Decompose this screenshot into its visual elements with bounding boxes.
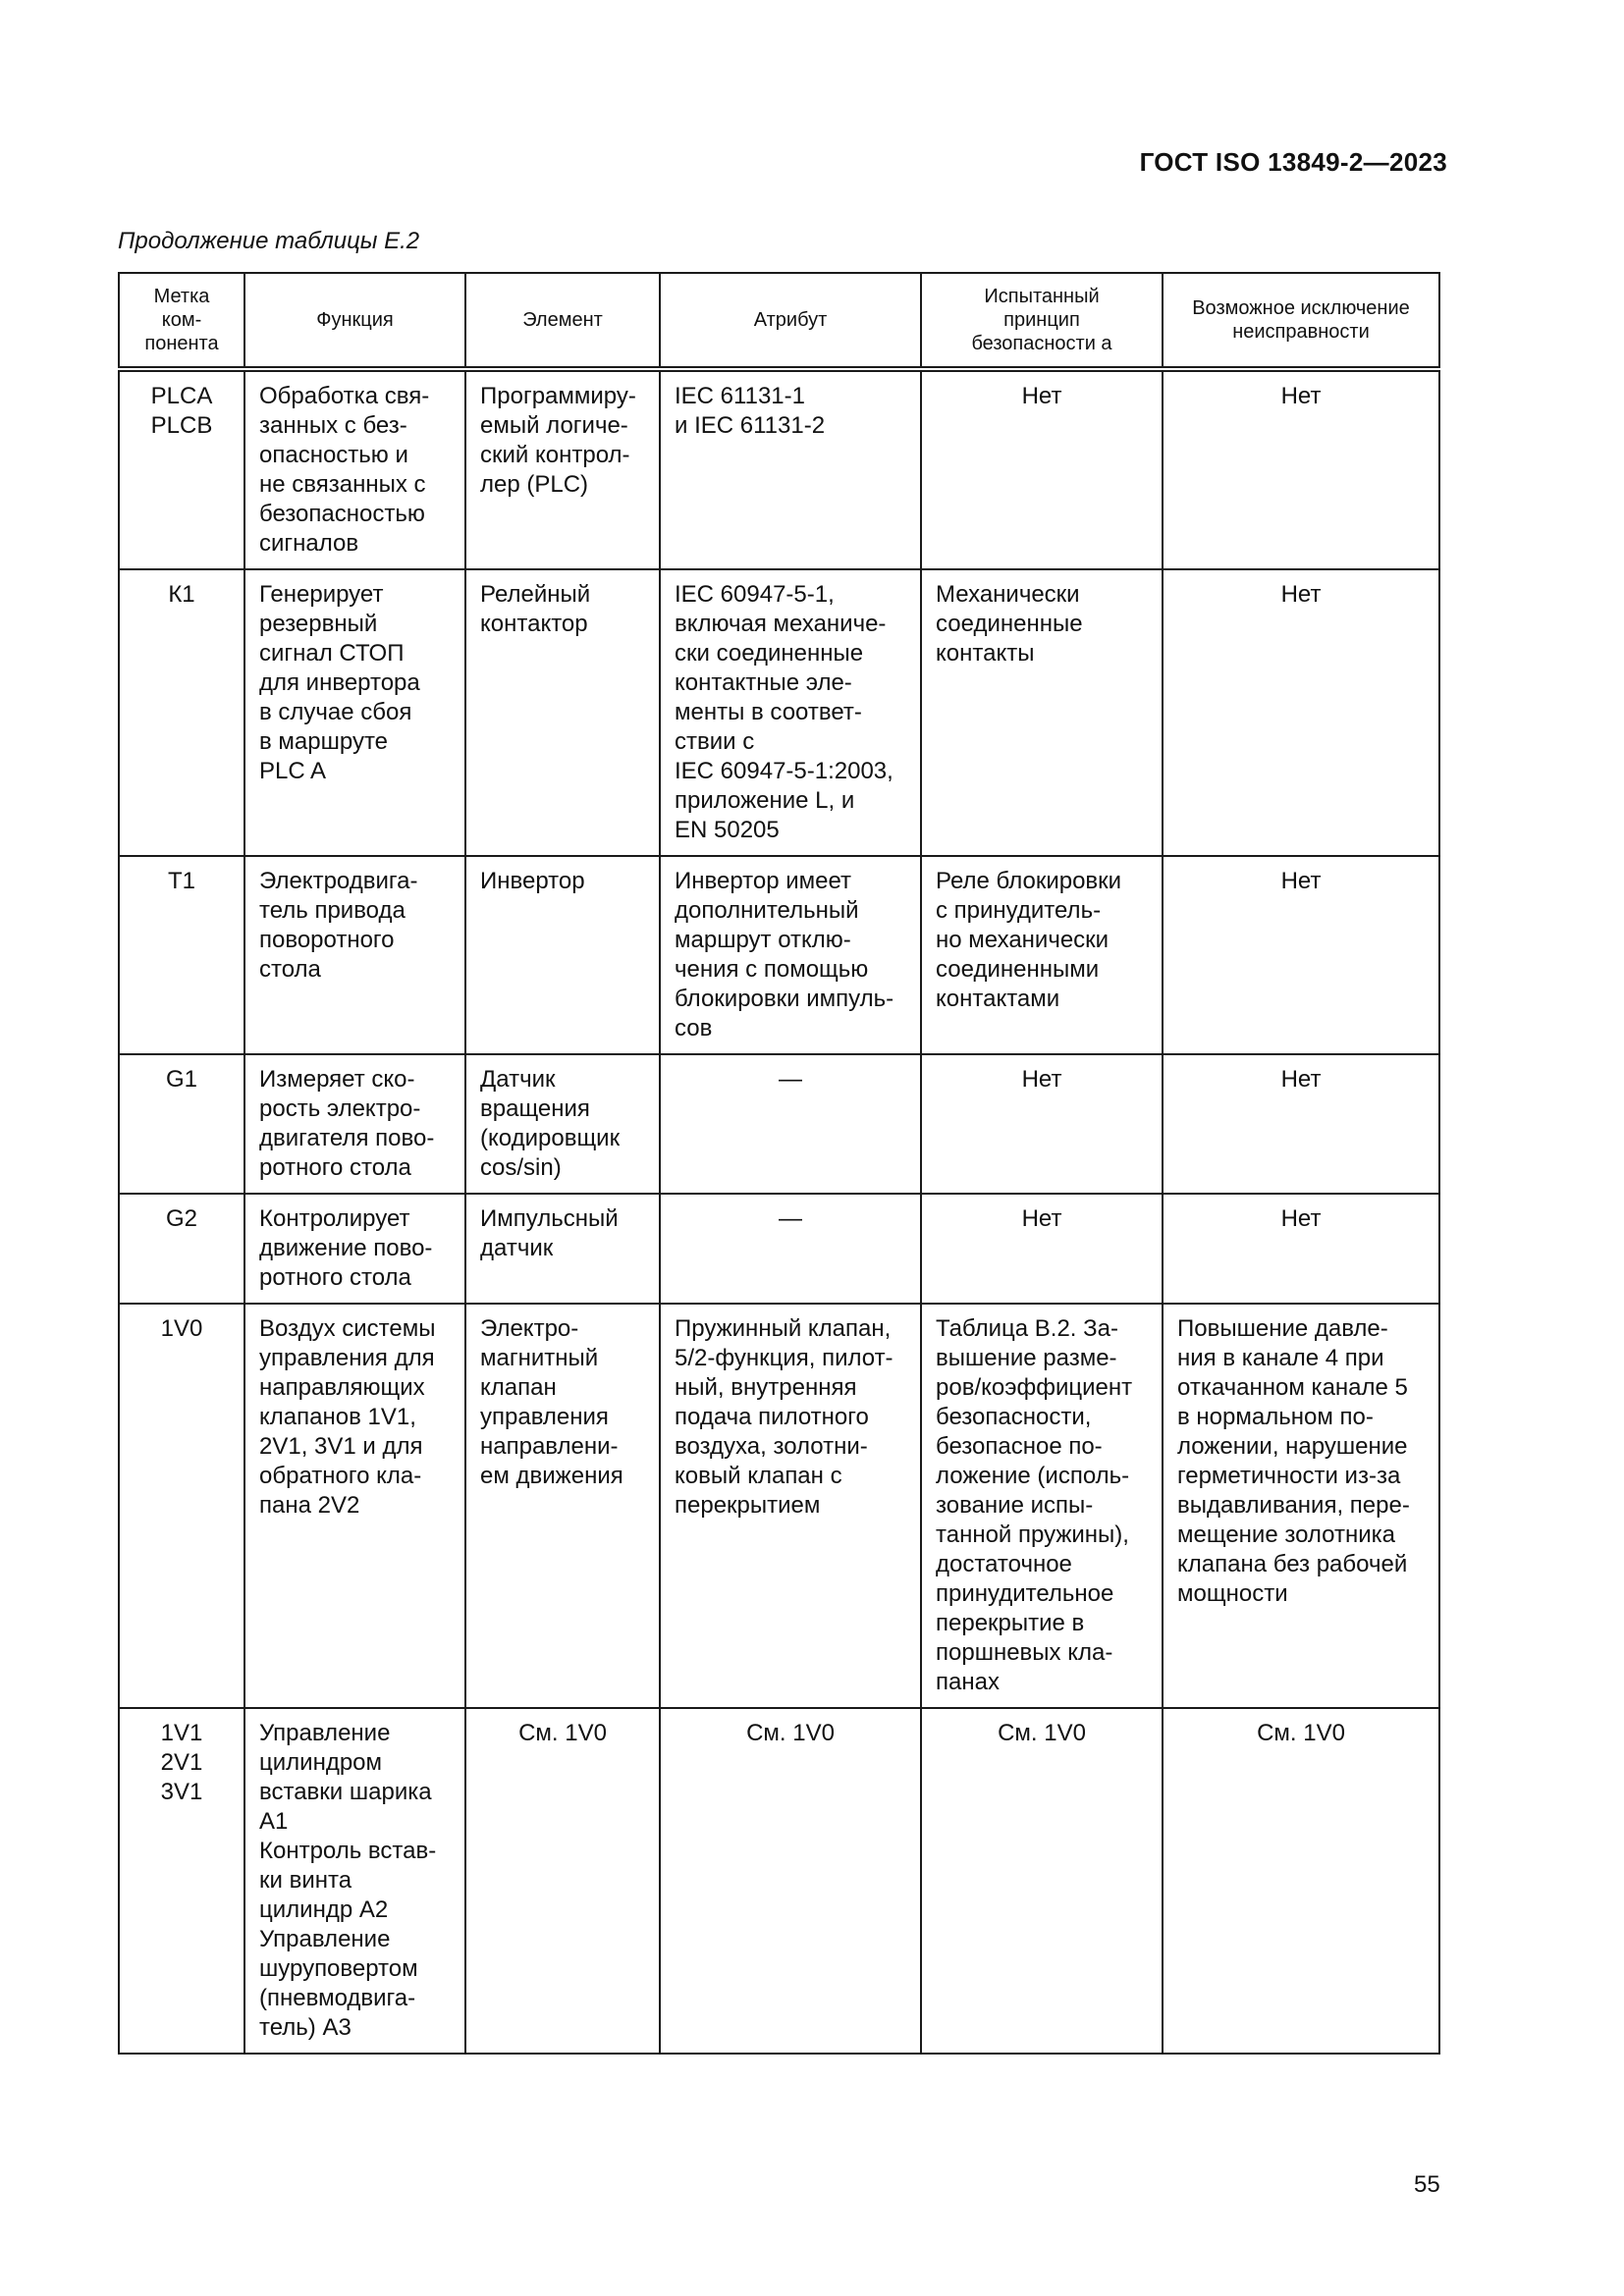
cell-line: в нормальном по- [1177, 1404, 1374, 1430]
cell-label [119, 1194, 244, 1304]
cell-exclusion [1163, 1194, 1439, 1304]
cell-line: откачанном канале 5 [1177, 1374, 1408, 1401]
cell-line: тель) А3 [259, 2014, 352, 2041]
table-container [118, 272, 1438, 2055]
cell-line: ров/коэффициент [936, 1374, 1133, 1401]
cell-line: приложение L, и [675, 787, 855, 814]
cell-line: Нет [1021, 1066, 1062, 1093]
table-row [119, 369, 1439, 569]
cell-element [465, 1708, 660, 2054]
cell-line: тель привода [259, 897, 406, 924]
cell-line: лер (PLC) [480, 471, 589, 498]
cell-line: маршрут отклю- [675, 927, 851, 953]
cell-attribute [660, 1054, 921, 1194]
cell-line: магнитный [480, 1345, 599, 1371]
cell-exclusion [1163, 569, 1439, 856]
cell-line: Испытанный [984, 286, 1100, 307]
cell-line: клапана без рабочей [1177, 1551, 1408, 1577]
cell-line: контактор [480, 611, 588, 637]
cell-line: Генерирует [259, 581, 384, 608]
cell-line: См. 1V0 [1257, 1720, 1345, 1746]
cell-line: Инвертор [480, 868, 585, 894]
cell-attribute [660, 369, 921, 569]
cell-line: ем движения [480, 1463, 623, 1489]
cell-function [244, 369, 465, 569]
cell-line: IEC 60947-5-1, [675, 581, 835, 608]
cell-line: Управление [259, 1720, 391, 1746]
cell-line: выдавливания, пере- [1177, 1492, 1410, 1519]
cell-label [119, 1054, 244, 1194]
cell-line: А1 [259, 1808, 289, 1835]
cell-line: ский контрол- [480, 442, 630, 468]
cell-line: соединенные [936, 611, 1083, 637]
cell-attribute [660, 1194, 921, 1304]
cell-line: танной пружины), [936, 1522, 1129, 1548]
cell-line: герметичности из-за [1177, 1463, 1401, 1489]
cell-line: PLC A [259, 758, 327, 784]
cell-principle [921, 569, 1163, 856]
table-row [119, 1304, 1439, 1708]
cell-line: сигналов [259, 530, 359, 557]
cell-line: в случае сбоя [259, 699, 412, 725]
standard-code: ГОСТ ISO 13849-2—2023 [1139, 147, 1447, 177]
cell-line: 2V1, 3V1 и для [259, 1433, 423, 1460]
cell-line: контактами [936, 986, 1060, 1012]
cell-line: Возможное исключение [1192, 297, 1410, 319]
cell-line: G1 [165, 1066, 197, 1093]
cell-line: Нет [1280, 1066, 1322, 1093]
cell-line: (кодировщик [480, 1125, 621, 1151]
cell-line: См. 1V0 [518, 1720, 607, 1746]
table-row [119, 856, 1439, 1054]
cell-line: G2 [165, 1205, 197, 1232]
cell-exclusion [1163, 856, 1439, 1054]
cell-line: соединенными [936, 956, 1100, 983]
cell-line: Обработка свя- [259, 383, 430, 409]
table-row [119, 1054, 1439, 1194]
cell-line: ски соединенные [675, 640, 864, 667]
cell-line: 2V1 [160, 1749, 203, 1776]
cell-line: PLCB [150, 412, 213, 439]
cell-line: резервный [259, 611, 378, 637]
cell-line: Механически [936, 581, 1080, 608]
cell-line: двигателя пово- [259, 1125, 435, 1151]
cell-label [119, 856, 244, 1054]
cell-line: клапанов 1V1, [259, 1404, 416, 1430]
cell-line: блокировки импуль- [675, 986, 894, 1012]
cell-line: — [779, 1205, 802, 1232]
cell-line: направлени- [480, 1433, 619, 1460]
cell-line: опасностью и [259, 442, 408, 468]
cell-line: воздуха, золотни- [675, 1433, 868, 1460]
cell-line: понента [144, 333, 219, 354]
cell-element [465, 1194, 660, 1304]
cell-line: вышение разме- [936, 1345, 1117, 1371]
cell-element [465, 856, 660, 1054]
cell-label [119, 1708, 244, 2054]
cell-line: ствии с [675, 728, 755, 755]
cell-line: вставки шарика [259, 1779, 432, 1805]
cell-line: перекрытием [675, 1492, 821, 1519]
cell-line: поворотного [259, 927, 395, 953]
cell-line: 5/2-функция, пилот- [675, 1345, 893, 1371]
cell-line: IEC 60947-5-1:2003, [675, 758, 893, 784]
cell-line: ложение (исполь- [936, 1463, 1130, 1489]
cell-attribute [660, 1708, 921, 2054]
cell-line: контакты [936, 640, 1035, 667]
cell-line: пана 2V2 [259, 1492, 360, 1519]
cell-line: Атрибут [753, 309, 828, 331]
cell-line: — [779, 1066, 802, 1093]
cell-label [119, 1304, 244, 1708]
cell-line: Импульсный [480, 1205, 619, 1232]
cell-line: Управление [259, 1926, 391, 1952]
cell-function [244, 856, 465, 1054]
cell-line: Нет [1021, 383, 1062, 409]
cell-line: cos/sin) [480, 1154, 562, 1181]
cell-line: 1V1 [160, 1720, 203, 1746]
cell-line: цилиндр А2 [259, 1896, 389, 1923]
cell-line: Элемент [522, 309, 603, 331]
cell-line: менты в соответ- [675, 699, 862, 725]
column-header [465, 273, 660, 369]
cell-line: не связанных с [259, 471, 426, 498]
cell-line: EN 50205 [675, 817, 780, 843]
cell-line: мещение золотника [1177, 1522, 1396, 1548]
cell-line: в маршруте [259, 728, 389, 755]
cell-exclusion [1163, 1054, 1439, 1194]
cell-line: емый логиче- [480, 412, 628, 439]
cell-element [465, 1054, 660, 1194]
cell-line: Контролирует [259, 1205, 410, 1232]
cell-line: Нет [1280, 581, 1322, 608]
cell-line: ковый клапан с [675, 1463, 842, 1489]
cell-line: безопасности, [936, 1404, 1092, 1430]
table-body [119, 369, 1439, 2054]
cell-function [244, 1708, 465, 2054]
cell-line: Т1 [167, 868, 195, 894]
cell-line: PLCA [150, 383, 213, 409]
cell-element [465, 369, 660, 569]
cell-principle [921, 1304, 1163, 1708]
cell-line: Измеряет ско- [259, 1066, 415, 1093]
cell-line: цилиндром [259, 1749, 383, 1776]
cell-line: сов [675, 1015, 713, 1041]
cell-line: зование испы- [936, 1492, 1094, 1519]
cell-line: Функция [316, 309, 394, 331]
column-header [244, 273, 465, 369]
cell-exclusion [1163, 1304, 1439, 1708]
cell-line: Электродвига- [259, 868, 418, 894]
cell-line: безопасное по- [936, 1433, 1103, 1460]
cell-attribute [660, 1304, 921, 1708]
cell-line: ротного стола [259, 1154, 411, 1181]
cell-line: управления [480, 1404, 609, 1430]
cell-line: К1 [168, 581, 195, 608]
cell-line: перекрытие в [936, 1610, 1085, 1636]
cell-line: Релейный [480, 581, 591, 608]
table-row [119, 1708, 1439, 2054]
cell-line: Метка [153, 286, 210, 307]
cell-label [119, 569, 244, 856]
data-table [118, 272, 1440, 2055]
cell-exclusion [1163, 1708, 1439, 2054]
cell-line: Нет [1280, 383, 1322, 409]
cell-line: Воздух системы [259, 1315, 436, 1342]
cell-line: сигнал СТОП [259, 640, 405, 667]
cell-line: движение пово- [259, 1235, 433, 1261]
cell-line: принцип [1003, 309, 1080, 331]
cell-function [244, 1194, 465, 1304]
cell-line: поршневых кла- [936, 1639, 1113, 1666]
cell-line: ротного стола [259, 1264, 411, 1291]
cell-line: (пневмодвига- [259, 1985, 416, 2011]
cell-line: рость электро- [259, 1095, 421, 1122]
cell-attribute [660, 569, 921, 856]
column-header [921, 273, 1163, 369]
table-header-row [119, 273, 1439, 369]
cell-function [244, 1304, 465, 1708]
cell-function [244, 569, 465, 856]
cell-line: IEC 61131-1 [675, 383, 805, 409]
cell-line: включая механиче- [675, 611, 887, 637]
cell-line: ложении, нарушение [1177, 1433, 1408, 1460]
cell-principle [921, 1194, 1163, 1304]
cell-principle [921, 856, 1163, 1054]
cell-line: датчик [480, 1235, 554, 1261]
column-header [119, 273, 244, 369]
cell-line: ки винта [259, 1867, 352, 1894]
cell-line: См. 1V0 [998, 1720, 1086, 1746]
cell-line: дополнительный [675, 897, 859, 924]
cell-element [465, 569, 660, 856]
cell-line: с принудитель- [936, 897, 1102, 924]
cell-line: мощности [1177, 1580, 1288, 1607]
cell-line: Электро- [480, 1315, 579, 1342]
cell-function [244, 1054, 465, 1194]
cell-line: Контроль встав- [259, 1838, 437, 1864]
cell-line: ный, внутренняя [675, 1374, 857, 1401]
cell-line: Нет [1280, 1205, 1322, 1232]
cell-line: безопасностью [259, 501, 425, 527]
cell-line: подача пилотного [675, 1404, 869, 1430]
cell-line: См. 1V0 [746, 1720, 835, 1746]
cell-line: чения с помощью [675, 956, 869, 983]
cell-line: но механически [936, 927, 1110, 953]
cell-line: принудительное [936, 1580, 1114, 1607]
cell-line: занных с без- [259, 412, 407, 439]
cell-line: Повышение давле- [1177, 1315, 1388, 1342]
table-row [119, 569, 1439, 856]
cell-line: стола [259, 956, 321, 983]
cell-line: ком- [161, 309, 202, 331]
cell-line: управления для [259, 1345, 435, 1371]
cell-label [119, 369, 244, 569]
cell-line: 3V1 [160, 1779, 203, 1805]
cell-principle [921, 369, 1163, 569]
cell-principle [921, 1054, 1163, 1194]
cell-line: Нет [1021, 1205, 1062, 1232]
cell-line: достаточное [936, 1551, 1072, 1577]
table-row [119, 1194, 1439, 1304]
cell-line: контактные эле- [675, 669, 852, 696]
cell-line: шуруповертом [259, 1955, 418, 1982]
cell-exclusion [1163, 369, 1439, 569]
column-header [1163, 273, 1439, 369]
cell-line: 1V0 [160, 1315, 203, 1342]
cell-line: Пружинный клапан, [675, 1315, 892, 1342]
cell-line: неисправности [1232, 321, 1370, 343]
cell-line: Таблица В.2. За- [936, 1315, 1118, 1342]
page-number: 55 [1414, 2171, 1440, 2198]
cell-element [465, 1304, 660, 1708]
cell-attribute [660, 856, 921, 1054]
cell-principle [921, 1708, 1163, 2054]
cell-line: вращения [480, 1095, 590, 1122]
cell-line: Программиру- [480, 383, 636, 409]
cell-line: панах [936, 1669, 1000, 1695]
table-caption: Продолжение таблицы Е.2 [118, 228, 420, 254]
cell-line: Реле блокировки [936, 868, 1122, 894]
column-header [660, 273, 921, 369]
cell-line: направляющих [259, 1374, 425, 1401]
cell-line: и IEC 61131-2 [675, 412, 826, 439]
cell-line: Датчик [480, 1066, 556, 1093]
cell-line: Нет [1280, 868, 1322, 894]
cell-line: клапан [480, 1374, 557, 1401]
cell-line: ния в канале 4 при [1177, 1345, 1384, 1371]
cell-line: обратного кла- [259, 1463, 422, 1489]
cell-line: безопасности а [971, 333, 1112, 354]
cell-line: для инвертора [259, 669, 420, 696]
cell-line: Инвертор имеет [675, 868, 852, 894]
